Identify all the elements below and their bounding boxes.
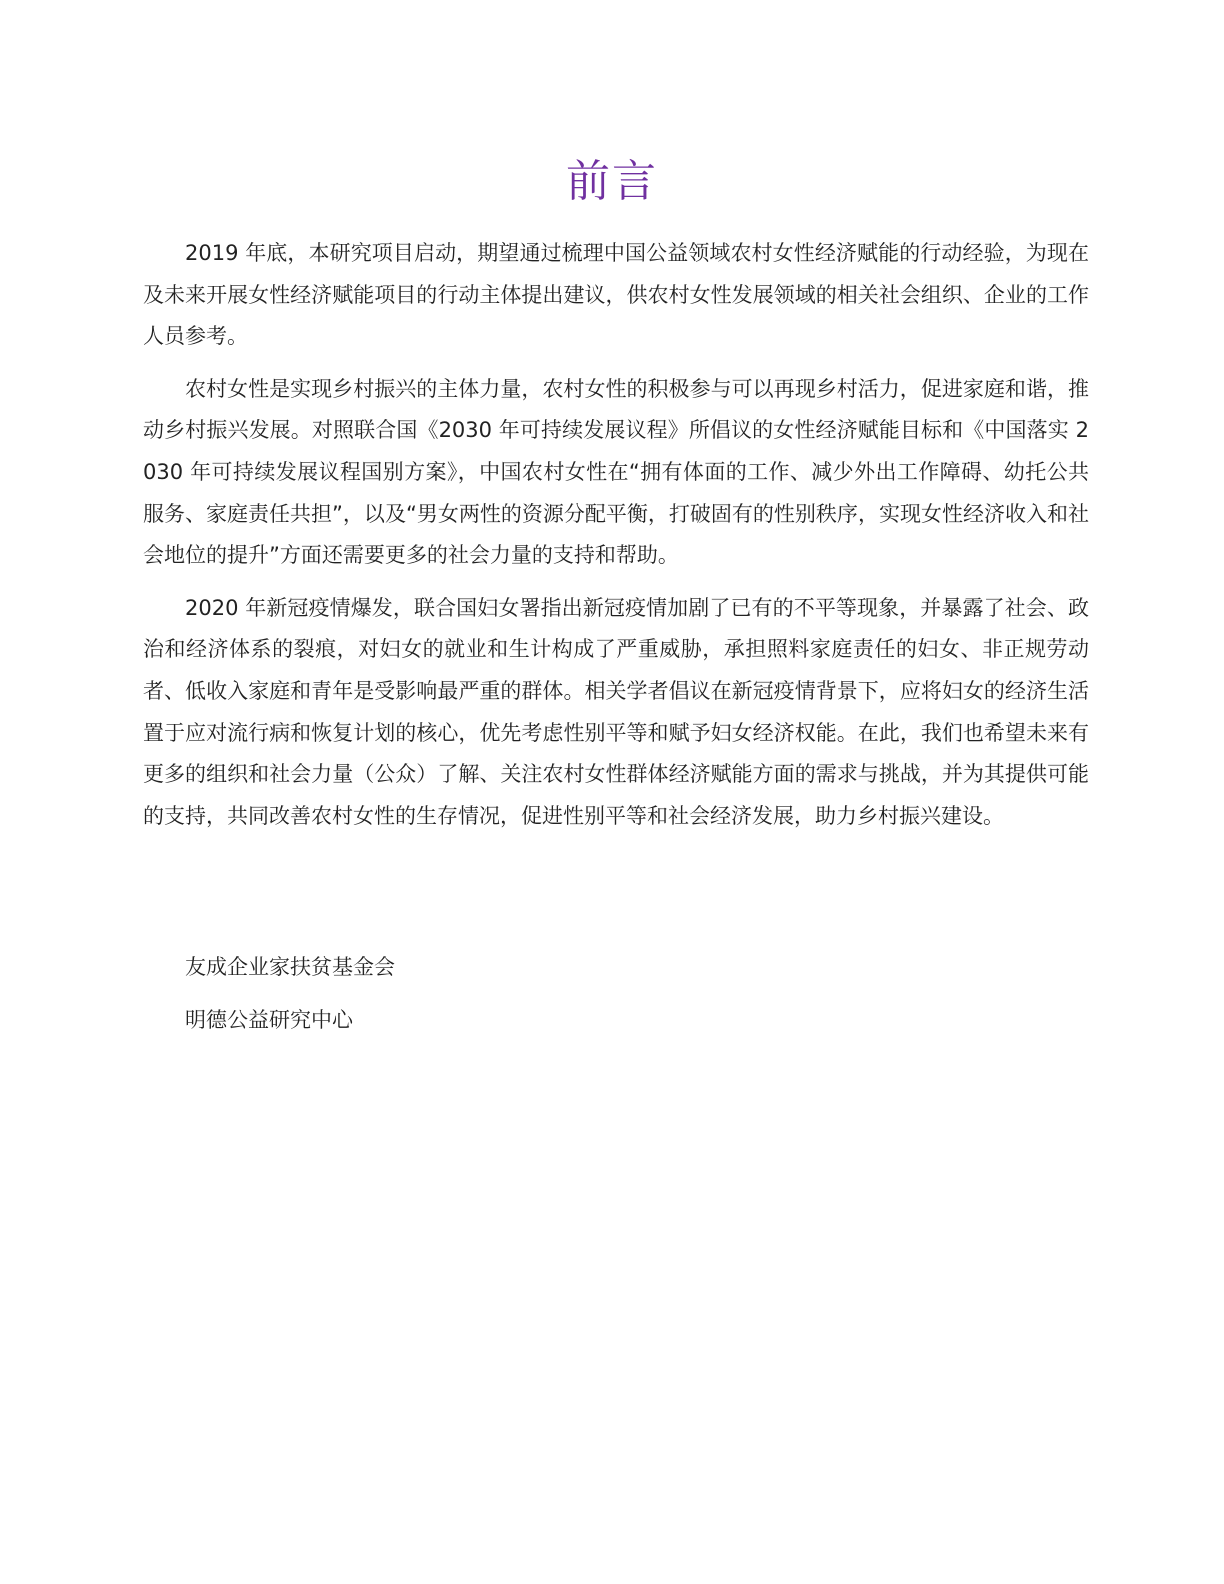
paragraph-3: 2020 年新冠疫情爆发，联合国妇女署指出新冠疫情加剧了已有的不平等现象，并暴露了社会、政治和经济体系的裂痕，对妇女的就业和生计构成了严重威胁，承担照料家庭责任的妇女、非正规劳动者、低收入家庭和青年是受影响最严重的群体。相关学者倡议在新冠疫情背景下，应将妇女的经济生活置于应对流行病和恢复计划的核心，优先考虑性别平等和赋予妇女经济权能。在此，我们也希望未来有更多的组织和社会力量（公众）了解、关注农村女性群体经济赋能方面的需求与挑战，并为其提供可能的支持，共同改善农村女性的生存情况，促进性别平等和社会经济发展，助力乡村振兴建设。 — [143, 595, 1089, 828]
paragraph-1: 2019 年底，本研究项目启动，期望通过梳理中国公益领域农村女性经济赋能的行动经验，为现在及未来开展女性经济赋能项目的行动主体提出建议，供农村女性发展领域的相关社会组织、企业的工作人员参考。 — [143, 241, 1089, 349]
paragraph-2: 农村女性是实现乡村振兴的主体力量，农村女性的积极参与可以再现乡村活力，促进家庭和谐，推动乡村振兴发展。对照联合国《2030 年可持续发展议程》所倡议的女性经济赋能目标和《中国落实 2030 年可持续发展议程国别方案》，中国农村女性在“拥有体面的工作、减少外出工作障碍、幼托公共服务、家庭责任共担”，以及“男女两性的资源分配平衡，打破固有的性别秩序，实现女性经济收入和社会地位的提升”方面还需要更多的社会力量的支持和帮助。 — [143, 376, 1089, 568]
preface-body — [143, 233, 1089, 848]
signature-foundation: 友成企业家扶贫基金会 — [185, 955, 395, 979]
signature-research-center: 明德公益研究中心 — [185, 1008, 353, 1032]
page-title: 前言 — [566, 156, 658, 207]
signature-block — [185, 947, 885, 1053]
